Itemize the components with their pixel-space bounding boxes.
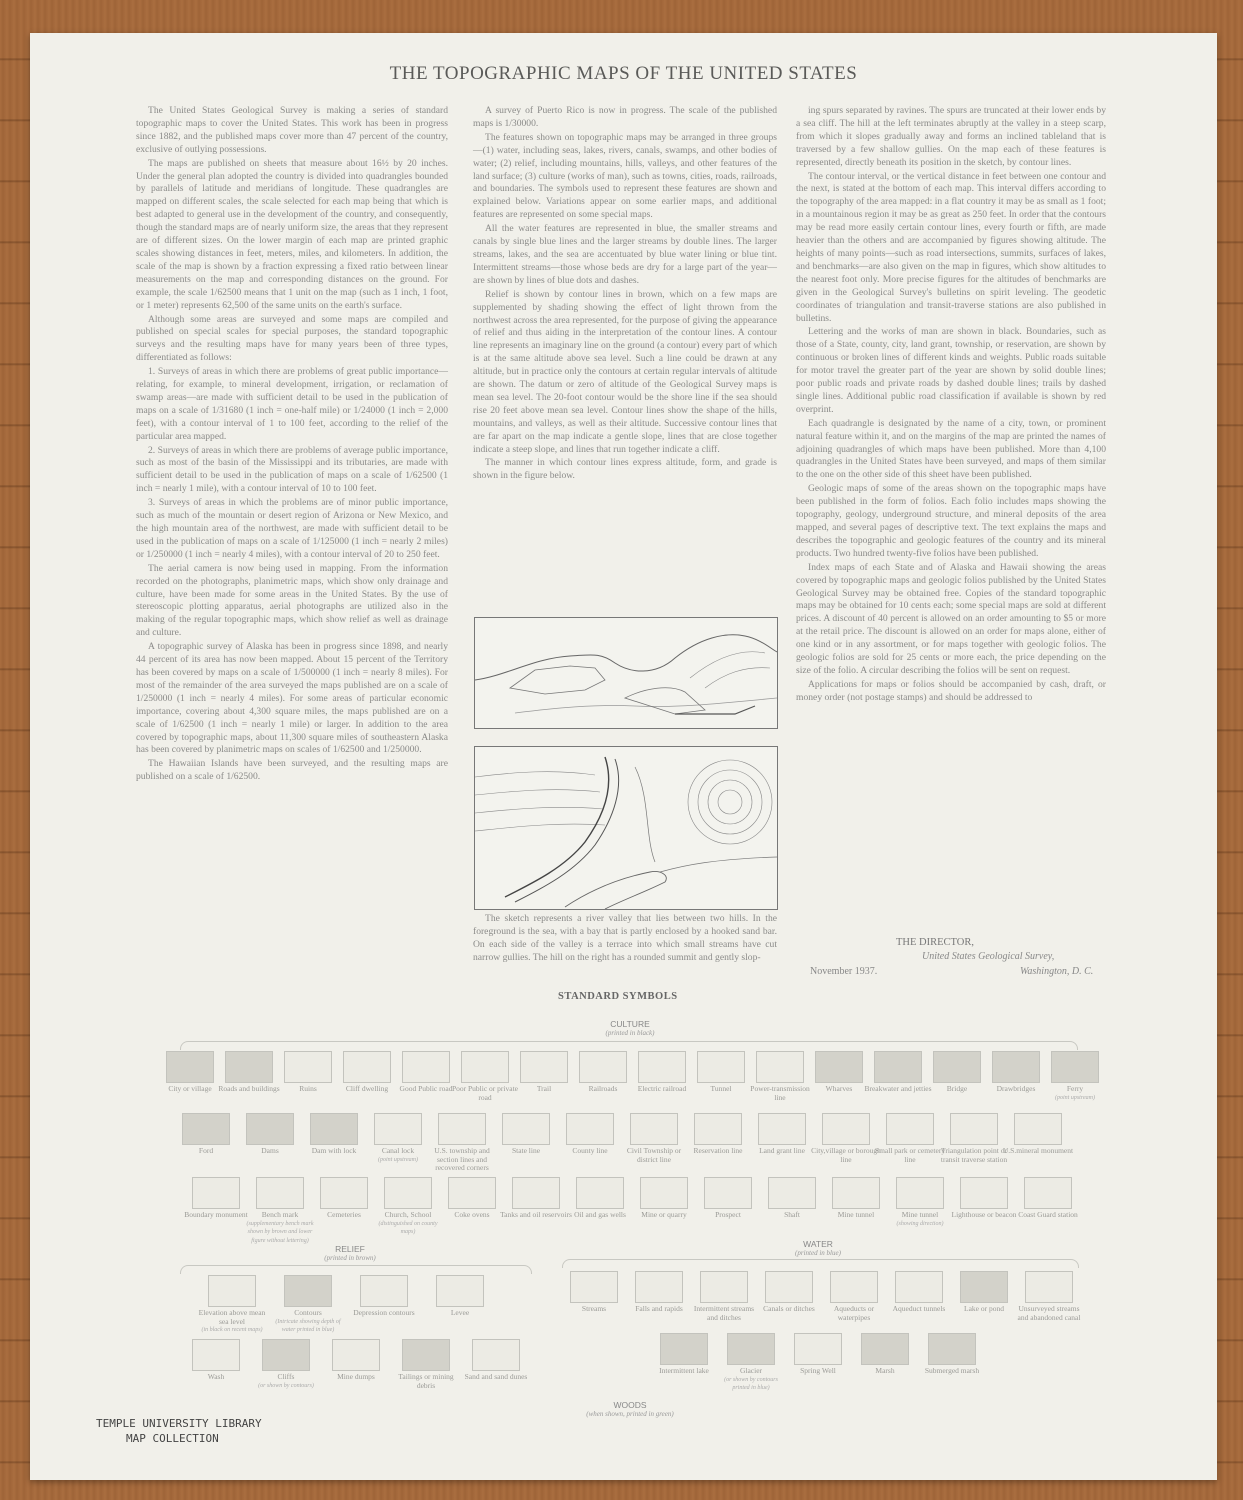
legend-symbol [648, 1333, 720, 1376]
legend-symbol [308, 1177, 380, 1220]
legend-label: Dams [261, 1146, 279, 1155]
legend-note: (or shown by contours) [258, 1382, 314, 1389]
legend-label: Ford [198, 1146, 214, 1155]
legend-swatch [832, 1177, 880, 1209]
legend-label: Triangulation point or transit traverse station [940, 1146, 1008, 1164]
legend-swatch [895, 1271, 943, 1303]
legend-swatch [284, 1051, 332, 1083]
legend-symbol [244, 1177, 316, 1245]
legend-symbol [1013, 1271, 1085, 1322]
legend-swatch [320, 1177, 368, 1209]
legend-label: Drawbridges [996, 1084, 1036, 1093]
legend-symbol [688, 1271, 760, 1322]
legend-swatch [815, 1051, 863, 1083]
legend-swatch [262, 1339, 310, 1371]
legend-swatch [694, 1113, 742, 1145]
culture-brace [180, 1041, 1078, 1050]
culture-subtitle: (printed in black) [605, 1029, 655, 1037]
legend-swatch [520, 1051, 568, 1083]
legend-symbol [938, 1113, 1010, 1164]
legend-label: Bridge [946, 1084, 968, 1093]
water-brace [562, 1259, 1079, 1268]
stamp-line-2: MAP COLLECTION [126, 1432, 219, 1445]
legend-label: Roads and buildings [218, 1084, 280, 1093]
legend-swatch [360, 1275, 408, 1307]
legend-label: Canals or ditches [763, 1304, 815, 1313]
legend-label: Railroads [588, 1084, 618, 1093]
legend-symbol [618, 1113, 690, 1164]
legend-label: Cliffs [277, 1372, 295, 1381]
legend-label: Mine or quarry [641, 1210, 687, 1219]
legend-swatch [928, 1333, 976, 1365]
text-column-2-continued [473, 913, 777, 965]
legend-symbol [298, 1113, 370, 1156]
text-column-3 [796, 105, 1106, 706]
legend-label: Tailings or mining debris [398, 1372, 454, 1390]
legend-label: Contours [294, 1308, 322, 1317]
water-title: WATER [803, 1239, 833, 1249]
legend-symbol [810, 1113, 882, 1164]
legend-label: Lighthouse or beacon [951, 1210, 1017, 1219]
relief-title: RELIEF [335, 1244, 365, 1254]
legend-symbol [500, 1177, 572, 1220]
legend-label: Civil Township or district line [626, 1146, 682, 1164]
director-address: THE DIRECTOR, [896, 937, 974, 948]
legend-label: Submerged marsh [924, 1366, 980, 1375]
legend-swatch [630, 1113, 678, 1145]
legend-symbol [234, 1113, 306, 1156]
legend-symbol [818, 1271, 890, 1322]
legend-label: Poor Public or private road [451, 1084, 519, 1102]
legend-note: (point upstream) [378, 1156, 418, 1163]
page-title: THE TOPOGRAPHIC MAPS OF THE UNITED STATES [389, 63, 858, 84]
legend-swatch [384, 1177, 432, 1209]
paragraph: The features shown on topographic maps may be arranged in three groups—(1) water, including seas, lakes, rivers, canals, swamps, and other bodies of water; (2) relief, including mountains, hills, valleys, and other features of the land surface; (3) culture (works of man), such as towns, cities, roads, railroads, and boundaries. The symbols used to represent these features are shown and explained below. Variations appear on some earlier maps, and additional features are represented on some special maps. [473, 131, 777, 221]
legend-label: Electric railroad [637, 1084, 687, 1093]
agency-location: Washington, D. C. [1020, 966, 1094, 977]
legend-label: Good Public road [399, 1084, 453, 1093]
legend-symbol [820, 1177, 892, 1220]
legend-swatch [374, 1113, 422, 1145]
legend-symbol [849, 1333, 921, 1376]
legend-symbol [948, 1177, 1020, 1220]
legend-swatch [566, 1113, 614, 1145]
legend-note: (distinguished on county maps) [378, 1220, 438, 1235]
legend-label: Unsurveyed streams and abandoned canal [1017, 1304, 1081, 1322]
legend-swatch [992, 1051, 1040, 1083]
legend-note: (Intricate showing depth of water printed in blue) [275, 1318, 341, 1333]
legend-label: Canal lock [381, 1146, 415, 1155]
paragraph: Applications for maps or folios should be accompanied by cash, draft, or money order (not postage stamps) and should be addressed to [796, 678, 1106, 703]
legend-label: Glacier [739, 1366, 763, 1375]
legend-symbol [884, 1177, 956, 1228]
legend-symbol [564, 1177, 636, 1220]
stamp-line-1: TEMPLE UNIVERSITY LIBRARY [96, 1417, 262, 1430]
legend-symbol [436, 1177, 508, 1220]
legend-symbol [170, 1113, 242, 1156]
legend-label: County line [572, 1146, 608, 1155]
legend-label: Mine tunnel [837, 1210, 875, 1219]
legend-label: Falls and rapids [635, 1304, 683, 1313]
legend-symbol [348, 1275, 420, 1318]
paragraph: Although some areas are surveyed and some maps are compiled and published on special scales for special purposes, the standard topographic surveys and the resulting maps have for many years been of three types, differentiated as follows: [136, 313, 448, 364]
agency-name: United States Geological Survey, [922, 951, 1055, 962]
legend-swatch [950, 1113, 998, 1145]
legend-swatch [886, 1113, 934, 1145]
valley-sketch-figure [474, 617, 778, 729]
legend-label: Cliff dwelling [345, 1084, 389, 1093]
legend-swatch [512, 1177, 560, 1209]
legend-swatch [438, 1113, 486, 1145]
legend-swatch [570, 1271, 618, 1303]
legend-symbol [782, 1333, 854, 1376]
paragraph: All the water features are represented in blue, the smaller streams and canals by single blue lines and the larger streams by double lines. The larger streams, lakes, and the sea are accentuated by blue water lining or blue tint. Intermittent streams—those whose beds are dry for a large part of the year—are shown by lines of blue dots and dashes. [473, 223, 777, 286]
water-subtitle: (printed in blue) [795, 1249, 841, 1257]
legend-symbol [180, 1339, 252, 1382]
legend-label: U.S. township and section lines and recovered corners [434, 1146, 490, 1172]
legend-symbol [272, 1275, 344, 1335]
legend-symbol [883, 1271, 955, 1314]
legend-swatch [960, 1271, 1008, 1303]
legend-swatch [402, 1051, 450, 1083]
legend-note: (in black on recent maps) [201, 1327, 263, 1333]
paragraph: Index maps of each State and of Alaska and Hawaii showing the areas covered by topographic maps and geologic folios published by the United States Geological Survey may be obtained free. Copies of the standard topographic maps may be obtained for 10 cents each; some special maps are sold at different prices. A discount of 40 percent is allowed on an order amounting to $5 or more at the retail price. The discount is allowed on an order for maps alone, either of one kind or in any assortment, or for maps together with geologic folios. The geologic folios are sold for 25 cents or more each, the price depending on the size of the folio. A circular describing the folios will be sent on request. [796, 561, 1106, 676]
legend-symbol [424, 1275, 496, 1318]
issue-date: November 1937. [810, 966, 878, 977]
text-column-2 [473, 105, 777, 484]
legend-symbol [196, 1275, 268, 1335]
paragraph: The Hawaiian Islands have been surveyed, and the resulting maps are published on a scale of 1/62500. [136, 758, 448, 783]
legend-label: Prospect [715, 1210, 741, 1219]
legend-label: Tanks and oil reservoirs [500, 1210, 572, 1219]
legend-symbol [320, 1339, 392, 1382]
legend-label: City or village [168, 1084, 212, 1093]
legend-label: Bench mark [261, 1210, 299, 1219]
legend-swatch [448, 1177, 496, 1209]
legend-swatch [830, 1271, 878, 1303]
woods-heading [550, 1400, 710, 1418]
legend-swatch [794, 1333, 842, 1365]
legend-symbol [250, 1339, 322, 1390]
relief-subtitle: (printed in brown) [324, 1254, 376, 1262]
legend-symbol [753, 1271, 825, 1314]
paragraph: 2. Surveys of areas in which there are problems of average public importance, such as most of the basin of the Mississippi and its tributaries, are made with sufficient detail to be used in the publication of maps on a scale of 1/62500 (1 inch = nearly 1 mile), with a contour interval of 10 to 100 feet. [136, 444, 448, 495]
legend-label: Reservation line [693, 1146, 743, 1155]
legend-note: (or shown by contours printed in blue) [724, 1376, 778, 1391]
contour-map-figure [474, 746, 778, 910]
legend-label: Mine dumps [337, 1372, 375, 1381]
legend-swatch [758, 1113, 806, 1145]
legend-label: Ferry [1066, 1084, 1084, 1093]
legend-swatch [1024, 1177, 1072, 1209]
paragraph: The aerial camera is now being used in mapping. From the information recorded on the photographs, planimetric maps, which show only drainage and culture, have been made for some areas in the United States. By the use of stereoscopic plotting apparatus, aerial photographs are utilized also in the making of the regular topographic maps, which show relief as well as drainage and culture. [136, 562, 448, 639]
legend-symbol [874, 1113, 946, 1164]
legend-label: Shaft [784, 1210, 800, 1219]
relief-brace [180, 1265, 532, 1274]
legend-label: Cemeteries [327, 1210, 361, 1219]
paragraph: A topographic survey of Alaska has been in progress since 1898, and nearly 44 percent of its area has now been mapped. About 15 percent of the Territory has been covered by maps on a scale of 1/500000 (1 inch = nearly 8 miles). For most of the remainder of the area surveyed the maps published are on a scale of 1/250000 (1 inch = nearly 4 miles). For some areas of particular economic importance, covering about 4,300 square miles, the maps published are on a scale of 1/62500 (1 inch = nearly 1 mile) or larger. In addition to the area covered by topographic maps, about 11,300 square miles of southeastern Alaska has been covered by planimetric maps on scales of 1/62500 and 1/250000. [136, 641, 448, 756]
water-heading [768, 1239, 868, 1257]
paragraph: Lettering and the works of man are shown in black. Boundaries, such as those of a State, county, city, land grant, township, or reservation, are shown by continuous or broken lines of different kinds and weights. Public roads suitable for motor travel the greater part of the year are shown by solid double lines; poor public roads and private roads by dashed double lines; trails by dashed single lines. Additional public road classification if available is shown by red overprint. [796, 326, 1106, 415]
paragraph: The manner in which contour lines express altitude, form, and grade is shown in the figure below. [473, 457, 777, 482]
legend-label: Elevation above mean sea level [198, 1308, 266, 1326]
legend-label: Intermittent streams and ditches [693, 1304, 755, 1322]
legend-symbol [426, 1113, 498, 1173]
legend-swatch [472, 1339, 520, 1371]
legend-label: Dam with lock [311, 1146, 357, 1155]
legend-label: Church, School [384, 1210, 432, 1219]
paragraph: The maps are published on sheets that measure about 16½ by 20 inches. Under the general plan adopted the country is divided into quadrangles bounded by parallels of latitude and meridians of longitude. These quadrangles are mapped on different scales, the scale selected for each map being that which is best adapted to general use in the development of the country, and consequently, though the standard maps are of nearly uniform size, the areas that they represent are of different sizes. On the lower margin of each map are printed graphic scales showing distances in feet, meters, miles, and kilometers. In addition, the scale of the map is shown by a fraction expressing a fixed ratio between linear measurements on the map and corresponding distances on the ground. For example, the scale 1/62500 means that 1 unit on the map (such as 1 inch, 1 foot, or 1 meter) represents 62,500 of the same units on the earth's surface. [136, 157, 448, 311]
legend-swatch [874, 1051, 922, 1083]
legend-label: Lake or pond [964, 1304, 1004, 1313]
legend-swatch [225, 1051, 273, 1083]
legend-swatch [1014, 1113, 1062, 1145]
legend-note: (point upstream) [1055, 1094, 1095, 1101]
legend-label: Spring Well [800, 1366, 836, 1375]
legend-label: Trail [536, 1084, 552, 1093]
culture-heading [570, 1019, 690, 1037]
legend-swatch [208, 1275, 256, 1307]
legend-swatch [502, 1113, 550, 1145]
legend-symbol [558, 1271, 630, 1314]
legend-label: Ruins [299, 1084, 317, 1093]
legend-symbol [180, 1177, 252, 1220]
legend-swatch [246, 1113, 294, 1145]
legend-symbol [362, 1113, 434, 1164]
legend-label: City,village or borough line [811, 1146, 881, 1164]
paragraph: The contour interval, or the vertical distance in feet between one contour and the next, is stated at the bottom of each map. This interval differs according to the topography of the area mapped: in a flat country it may be as small as 1 foot; in a mountainous region it may be as great as 250 feet. In order that the contours may be read more easily certain contour lines, every fourth or fifth, are made heavier than the others and are accompanied by figures showing altitude. The heights of many points—such as road intersections, summits, surfaces of lakes, and benchmarks—are also given on the map in figures, which show altitudes to the nearest foot only. More precise figures for the altitudes of benchmarks are given in the Geological Survey's bulletins on spirit leveling. The geodetic coordinates of triangulation and transit-traverse stations are also published in bulletins. [796, 170, 1106, 324]
legend-swatch [697, 1051, 745, 1083]
legend-label: Mine tunnel [901, 1210, 939, 1219]
legend-symbol [916, 1333, 988, 1376]
legend-label: Wash [207, 1372, 225, 1381]
paragraph: The United States Geological Survey is making a series of standard topographic maps to cover the United States. This work has been in progress since 1882, and the published maps cover more than 47 percent of the country, exclusive of outlying possessions. [136, 105, 448, 155]
legend-swatch [284, 1275, 332, 1307]
legend-symbol [948, 1271, 1020, 1314]
paragraph: Relief is shown by contour lines in brown, which on a few maps are supplemented by shading showing the effect of light thrown from the northwest across the area represented, for the purpose of giving the appearance of relief and thus aiding in the interpretation of the contour lines. A contour line represents an imaginary line on the ground (a contour) every part of which is at the same altitude above sea level. Such a line could be drawn at any altitude, but in practice only the contours at certain regular intervals of altitude are shown. The datum or zero of altitude of the Geological Survey maps is mean sea level. The 20-foot contour would be the shore line if the sea should rise 20 feet above mean sea level. Contour lines show the shape of the hills, mountains, and valleys, as well as their altitude. Successive contour lines that are far apart on the map indicate a gentle slope, lines that are close together indicate a steep slope, and lines that run together indicate a cliff. [473, 288, 777, 455]
legend-swatch [704, 1177, 752, 1209]
legend-label: Boundary monument [184, 1210, 248, 1219]
legend-swatch [727, 1333, 775, 1365]
legend-label: Breakwater and jetties [864, 1084, 932, 1093]
legend-symbol [390, 1339, 462, 1390]
legend-label: Power-transmission line [750, 1084, 810, 1102]
paragraph: The sketch represents a river valley that lies between two hills. In the foreground is the sea, with a bay that is partly enclosed by a hooked sand bar. On each side of the valley is a terrace into which small streams have cut narrow gullies. The hill on the right has a rounded summit and gently slop- [473, 913, 777, 963]
legend-swatch [960, 1177, 1008, 1209]
relief-heading [300, 1244, 400, 1262]
legend-swatch [436, 1275, 484, 1307]
legend-swatch [861, 1333, 909, 1365]
legend-label: Intermittent lake [659, 1366, 709, 1375]
legend-label: Depression contours [353, 1308, 415, 1317]
legend-swatch [638, 1051, 686, 1083]
paragraph: Geologic maps of some of the areas shown on the topographic maps have been published in the form of folios. Each folio includes maps showing the topography, geology, underground structure, and mineral deposits of the area mapped, and several pages of descriptive text. The text explains the maps and describes the topographic and geologic features of the country and its mineral products. Two hundred twenty-five folios have been published. [796, 483, 1106, 559]
legend-swatch [461, 1051, 509, 1083]
legend-swatch [310, 1113, 358, 1145]
paragraph: ing spurs separated by ravines. The spurs are truncated at their lower ends by a sea cliff. The hill at the left terminates abruptly at the valley in a steep scarp, from which it slopes gradually away and forms an inclined tableland that is traversed by a few shallow gullies. On the map each of these features is represented, directly beneath its position in the sketch, by contour lines. [796, 105, 1106, 168]
legend-swatch [182, 1113, 230, 1145]
legend-label: Marsh [875, 1366, 895, 1375]
legend-label: Small park or cemetery line [874, 1146, 946, 1164]
paragraph: 1. Surveys of areas in which there are problems of great public importance—relating, for example, to mineral development, irrigation, or reclamation of swamp areas—are made with sufficient detail to be used in the publication of maps on a scale of 1/31680 (1 inch = one-half mile) or 1/24000 (1 inch = 2,000 feet), with a contour interval of 1 to 100 feet, according to the relief of the particular area mapped. [136, 366, 448, 442]
legend-label: Oil and gas wells [574, 1210, 626, 1219]
legend-symbol [628, 1177, 700, 1220]
legend-symbol [623, 1271, 695, 1314]
legend-label: Aqueduct tunnels [892, 1304, 946, 1313]
legend-symbol [756, 1177, 828, 1220]
legend-symbol [460, 1339, 532, 1382]
legend-swatch [402, 1339, 450, 1371]
legend-swatch [166, 1051, 214, 1083]
text-column-1 [136, 105, 448, 785]
legend-swatch [192, 1177, 240, 1209]
legend-swatch [660, 1333, 708, 1365]
legend-swatch [765, 1271, 813, 1303]
woods-subtitle: (when shown, printed in green) [586, 1410, 674, 1418]
legend-label: Levee [450, 1308, 470, 1317]
legend-swatch [756, 1051, 804, 1083]
symbols-heading: STANDARD SYMBOLS [558, 991, 678, 1002]
legend-symbol [1012, 1177, 1084, 1220]
legend-swatch [1051, 1051, 1099, 1083]
legend-symbol [1039, 1051, 1111, 1102]
culture-title: CULTURE [610, 1019, 650, 1029]
legend-note: (supplementary bench mark shown by brown and lower figure without lettering) [246, 1220, 314, 1244]
legend-swatch [332, 1339, 380, 1371]
legend-swatch [768, 1177, 816, 1209]
legend-symbol [692, 1177, 764, 1220]
legend-note: (showing direction) [896, 1220, 944, 1227]
legend-swatch [192, 1339, 240, 1371]
legend-swatch [933, 1051, 981, 1083]
legend-swatch [343, 1051, 391, 1083]
legend-symbol [554, 1113, 626, 1156]
legend-label: State line [511, 1146, 541, 1155]
legend-symbol [372, 1177, 444, 1237]
legend-label: Coke ovens [454, 1210, 490, 1219]
legend-symbol [746, 1113, 818, 1156]
legend-label: Sand and sand dunes [464, 1372, 528, 1381]
legend-label: Tunnel [710, 1084, 732, 1093]
library-stamp [96, 1416, 262, 1446]
map-sheet [30, 33, 1217, 1480]
legend-symbol [682, 1113, 754, 1156]
legend-label: Aqueducts or waterpipes [833, 1304, 875, 1322]
legend-swatch [822, 1113, 870, 1145]
legend-symbol [490, 1113, 562, 1156]
legend-swatch [1025, 1271, 1073, 1303]
legend-label: Wharves [825, 1084, 853, 1093]
legend-label: Coast Guard station [1018, 1210, 1078, 1219]
paragraph: A survey of Puerto Rico is now in progress. The scale of the published maps is 1/30000. [473, 105, 777, 129]
legend-symbol [1002, 1113, 1074, 1156]
paragraph: Each quadrangle is designated by the name of a city, town, or prominent natural feature within it, and on the margins of the map are printed the names of adjoining quadrangles of which maps have been published. More than 4,100 quadrangles in the United States have been surveyed, and maps of them similar to the one on the other side of this sheet have been published. [796, 417, 1106, 481]
legend-label: Streams [581, 1304, 607, 1313]
legend-label: Land grant line [759, 1146, 805, 1155]
paragraph: 3. Surveys of areas in which the problems are of minor public importance, such as much of the mountain or desert region of Arizona or New Mexico, and the high mountain area of the northwest, are made with sufficient detail to be used in the publication of maps on a scale of 1/125000 (1 inch = nearly 2 miles) or 1/250000 (1 inch = nearly 4 miles), with a contour interval of 20 to 250 feet. [136, 497, 448, 560]
legend-swatch [700, 1271, 748, 1303]
legend-swatch [579, 1051, 627, 1083]
legend-symbol [715, 1333, 787, 1393]
legend-swatch [635, 1271, 683, 1303]
legend-swatch [256, 1177, 304, 1209]
legend-label: U.S.mineral monument [1002, 1146, 1074, 1155]
legend-swatch [896, 1177, 944, 1209]
legend-swatch [576, 1177, 624, 1209]
legend-swatch [640, 1177, 688, 1209]
woods-title: WOODS [613, 1400, 647, 1410]
